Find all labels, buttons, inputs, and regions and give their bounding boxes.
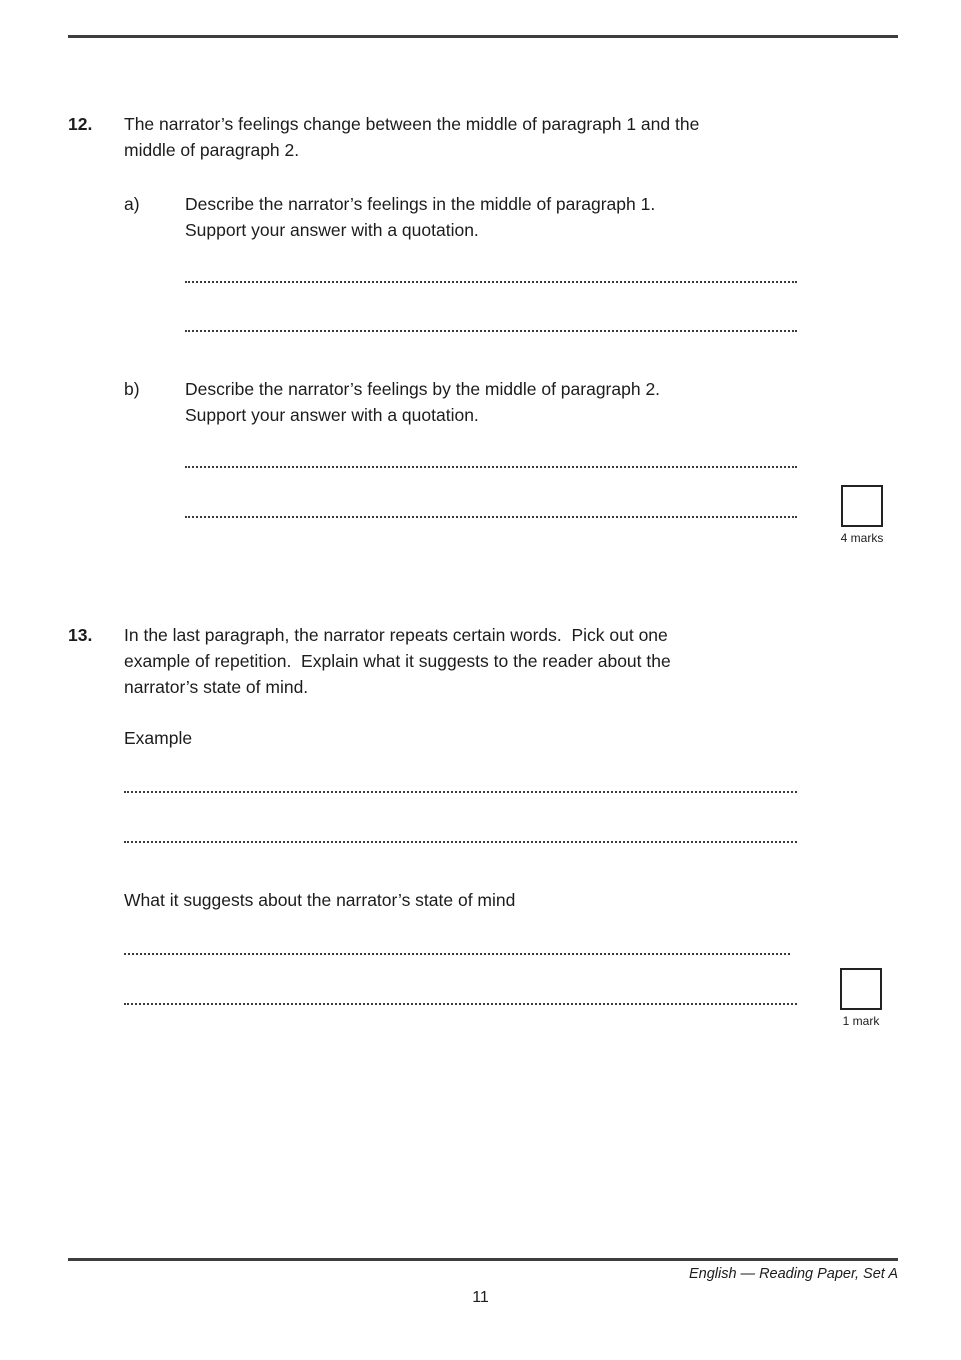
- answer-line: [124, 1003, 797, 1005]
- page-number: 11: [472, 1289, 489, 1306]
- question-13-marks: [831, 968, 891, 1028]
- example-label: Example: [124, 728, 193, 748]
- question-12-text: [124, 111, 699, 163]
- question-12-text-line: middle of paragraph 2.: [124, 140, 300, 160]
- question-13-number: 13.: [68, 625, 93, 645]
- part-b-label: b): [124, 379, 140, 399]
- suggests-label: What it suggests about the narrator’s state of mind: [124, 890, 516, 910]
- part-a-label: a): [124, 194, 140, 214]
- question-13-text-line: example of repetition. Explain what it suggests to the reader about the: [124, 651, 671, 671]
- question-12-marks: [832, 485, 892, 545]
- part-a-text-line: Support your answer with a quotation.: [185, 220, 479, 240]
- question-12-part-a: [124, 191, 828, 243]
- footer-title: English — Reading Paper, Set A: [688, 1266, 898, 1282]
- question-13-text-line: In the last paragraph, the narrator repeats certain words. Pick out one: [124, 625, 668, 645]
- answer-line: [124, 791, 797, 793]
- question-13: [68, 622, 828, 700]
- part-b-text-line: Describe the narrator’s feelings by the middle of paragraph 2.: [185, 379, 661, 399]
- answer-line: [185, 330, 797, 332]
- part-b-text-line: Support your answer with a quotation.: [185, 405, 479, 425]
- question-13-text: [124, 622, 671, 700]
- top-rule: [68, 35, 898, 38]
- part-a-text: [185, 191, 655, 243]
- answer-line: [185, 281, 797, 283]
- marks-label: 1 mark: [842, 1014, 880, 1028]
- part-a-text-line: Describe the narrator’s feelings in the middle of paragraph 1.: [185, 194, 656, 214]
- answer-line: [185, 516, 797, 518]
- question-12-text-line: The narrator’s feelings change between the middle of paragraph 1 and the: [124, 114, 700, 134]
- marks-box: [841, 485, 883, 527]
- answer-line: [124, 841, 797, 843]
- question-12-number: 12.: [68, 114, 93, 134]
- question-13-text-line: narrator’s state of mind.: [124, 677, 309, 697]
- part-b-text: [185, 376, 660, 428]
- marks-box: [840, 968, 882, 1010]
- bottom-rule: [68, 1258, 898, 1261]
- answer-line: [124, 953, 790, 955]
- question-12: [68, 111, 828, 163]
- question-12-part-b: [124, 376, 828, 428]
- marks-label: 4 marks: [840, 531, 884, 545]
- answer-line: [185, 466, 797, 468]
